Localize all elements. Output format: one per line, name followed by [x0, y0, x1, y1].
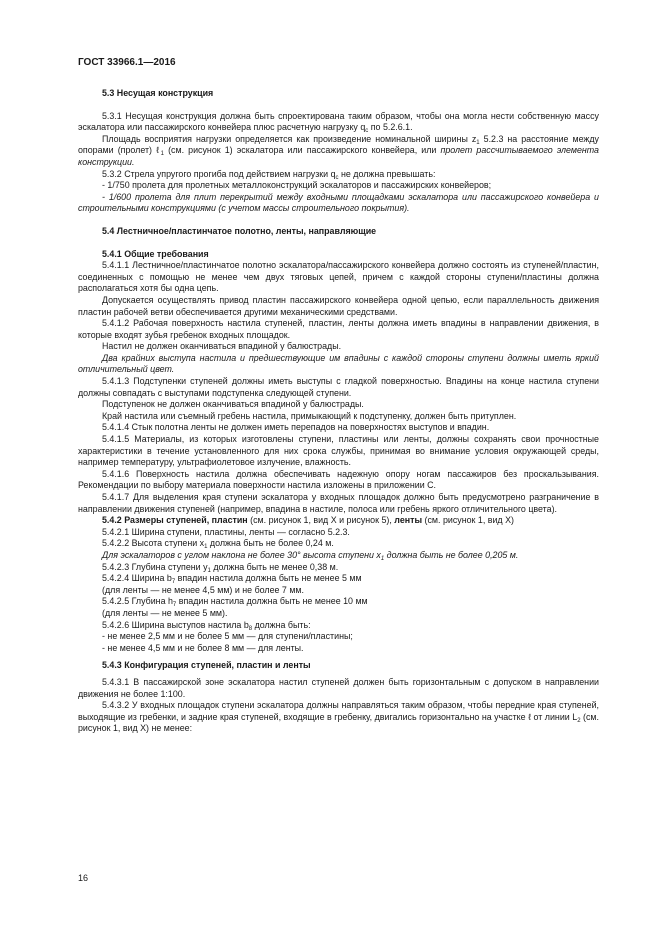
paragraph-5-4-2-5-cont: (для ленты — не менее 5 мм). — [102, 607, 228, 618]
list-item-belt-ribs: - не менее 4,5 мм и не более 8 мм — для ленты. — [102, 642, 304, 653]
paragraph-5-4-2-1: 5.4.2.1 Ширина ступени, пластины, ленты — согласно 5.2.3. — [102, 526, 350, 537]
paragraph-5-4-1-3: 5.4.1.3 Подступенки ступеней должны иметь выступы с гладкой поверхностью. Впадины на конце настила ступени должны совпадать с выступами подступенка следующей ступени. — [78, 376, 599, 398]
paragraph-5-4-2-2: 5.4.2.2 Высота ступени $x_1$ должна быть не более 0,24 м. — [102, 538, 334, 551]
paragraph-load-area: Площадь восприятия нагрузки определяется как произведение номинальной ширины $z_1$ 5.2.3 на расстояние между опорами (пролет) ℓ$_1$ (см. рисунок 1) эскалатора или пассажирского конвейера, или пролет рассчитываемого элемента конструкции. — [78, 133, 599, 167]
section-5-4-2-heading: 5.4.2 Размеры ступеней, пластин (см. рисунок 1, вид Х и рисунок 5), ленты (см. рисунок 1, вид Х) — [102, 515, 514, 526]
paragraph-5-4-2-3: 5.4.2.3 Глубина ступени $y_1$ должна быть не менее 0,38 м. — [102, 561, 339, 574]
paragraph-nastil: Настил не должен оканчиваться впадиной у балюстрады. — [102, 341, 342, 352]
paragraph-5-4-3-1: 5.4.3.1 В пассажирской зоне эскалатора настил ступеней должен быть горизонтальным с допуском в направлении движения не более 1:100. — [78, 676, 599, 699]
paragraph-5-3-1: 5.3.1 Несущая конструкция должна быть спроектирована таким образом, чтобы она могла нести собственную массу эскалатора или пассажирского конвейера плюс расчетную нагрузку $q_с$ по 5.2.6.1. — [78, 110, 599, 135]
section-5-3-heading: 5.3 Несущая конструкция — [102, 88, 214, 98]
paragraph-5-4-1-2: 5.4.1.2 Рабочая поверхность настила ступеней, пластин, ленты должна иметь впадины в направлении движения, в которые входят зубья гребенок входных площадок. — [78, 318, 599, 340]
paragraph-5-4-1-5: 5.4.1.5 Материалы, из которых изготовлены ступени, пластины или ленты, должны сохранять свои прочностные характеристики в течение установленного для них срока службы, принимая во внимание условия окружающей среды, например температуру, ультрафиолетовое излучение, влажность. — [78, 434, 599, 468]
paragraph-5-4-1-6: 5.4.1.6 Поверхность настила должна обеспечивать надежную опору ногам пассажиров без проскальзывания. Рекомендации по выбору материала поверхности настила изложены в приложении С. — [78, 468, 599, 491]
paragraph-5-4-1-4: 5.4.1.4 Стык полотна ленты не должен иметь перепадов на поверхностях выступов и впадин. — [102, 422, 490, 433]
paragraph-5-4-1-1: 5.4.1.1 Лестничное/пластинчатое полотно эскалатора/пассажирского конвейера должно состоять из ступеней/пластин, соединенных с помощью не менее чем двух тяговых цепей, причем с каждой стороны ступени/пластины должна располагаться хотя бы одна цепь. — [78, 260, 599, 294]
paragraph-5-3-2: 5.3.2 Стрела упругого прогиба под действием нагрузки $q_с$ не должна превышать: — [102, 168, 436, 181]
paragraph-riser: Подступенок не должен оканчиваться впадиной у балюстрады. — [102, 399, 364, 410]
paragraph-drive: Допускается осуществлять привод пластин пассажирского конвейера одной цепью, если параллельность движения пластин рабочей ветви обеспечивается другими механическими средствами. — [78, 294, 599, 317]
document-header: ГОСТ 33966.1—2016 — [78, 57, 176, 68]
list-item-1-600: - 1/600 пролета для плит перекрытий между входными площадками эскалатора или пассажирского конвейера и строительными конструкциями (с учетом массы строительного покрытия). — [78, 191, 599, 214]
section-5-4-1-heading: 5.4.1 Общие требования — [102, 248, 209, 259]
paragraph-5-4-2-6: 5.4.2.6 Ширина выступов настила $b_8$ должна быть: — [102, 619, 311, 632]
paragraph-edge-color: Два крайних выступа настила и предшествующие им впадины с каждой стороны ступени должны иметь яркий отличительный цвет. — [78, 352, 599, 375]
page-number: 16 — [78, 873, 89, 883]
list-item-1-750: - 1/750 пролета для пролетных металлоконструкций эскалаторов и пассажирских конвейеров; — [102, 180, 492, 191]
paragraph-5-4-2-4: 5.4.2.4 Ширина $b_7$ впадин настила должна быть не менее 5 мм — [102, 573, 362, 586]
paragraph-5-4-1-7: 5.4.1.7 Для выделения края ступени эскалатора у входных площадок должно быть предусмотрено разграничение в направлении движения ступеней (например, впадина в настиле, полоса или гребень яркого отличительного цвета). — [78, 492, 599, 514]
document-body — [78, 88, 599, 735]
list-item-step-ribs: - не менее 2,5 мм и не более 5 мм — для ступени/пластины; — [102, 631, 353, 642]
paragraph-5-4-2-5: 5.4.2.5 Глубина $h_7$ впадин настила должна быть не менее 10 мм — [102, 596, 368, 609]
paragraph-comb-edge: Край настила или съемный гребень настила, примыкающий к подступенку, должен быть притуплен. — [102, 410, 517, 421]
section-5-4-3-heading: 5.4.3 Конфигурация ступеней, пластин и ленты — [102, 660, 311, 671]
paragraph-5-4-2-4-cont: (для ленты — не менее 4,5 мм) и не более 7 мм. — [102, 584, 304, 595]
paragraph-5-4-3-2: 5.4.3.2 У входных площадок ступени эскалатора должны направляться таким образом, чтобы передние края ступеней, выходящие из гребенки, и задние края ступеней, входящие в гребенку, двигались горизонтально на участке ℓ от линии $L_2$ (см. рисунок 1, вид Х) не менее: — [78, 700, 599, 734]
section-5-4-heading: 5.4 Лестничное/пластинчатое полотно, ленты, направляющие — [102, 225, 377, 236]
paragraph-step-height-note: Для эскалаторов с углом наклона не более 30° высота ступени $x_1$ должна быть не более 0,205 м. — [102, 549, 519, 562]
